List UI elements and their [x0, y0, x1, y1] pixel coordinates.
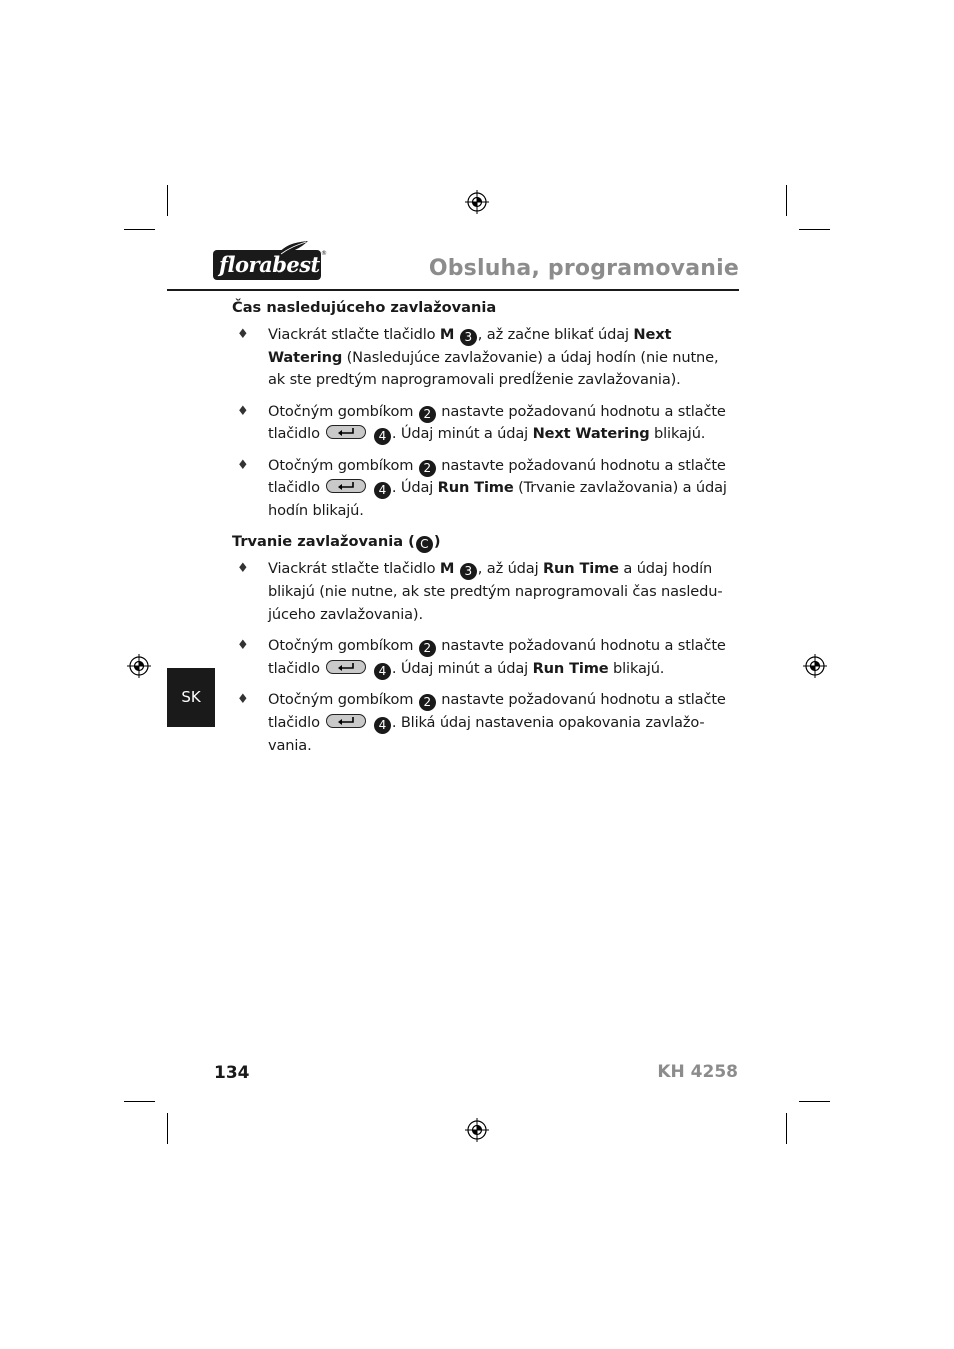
item-text: (Nasledujúce zavlažovanie) a údaj hodín (nie nutne, ak ste predtým naprogramovali predĺženie zavlažovania). [268, 348, 719, 389]
enter-button-icon [326, 660, 366, 674]
callout-number: 4 [374, 663, 391, 680]
crop-mark [124, 1101, 155, 1102]
item-text: . Údaj [391, 479, 438, 497]
item-text: blikajú. [608, 659, 665, 677]
registration-mark-icon [465, 1118, 489, 1142]
item-text: nastavte požadovanú hodnotu a stlačte tlačidlo [268, 637, 726, 677]
model-number: KH 4258 [657, 1062, 738, 1082]
callout-number: 3 [460, 563, 477, 580]
callout-number: 2 [419, 406, 436, 423]
display-term: Next Watering [268, 326, 672, 366]
callout-number: 4 [374, 428, 391, 445]
item-text: nastavte požadovanú hodnotu a stlačte tlačidlo [268, 402, 726, 443]
callout-number: 2 [419, 640, 436, 657]
diamond-bullet-icon: ♦ [237, 327, 249, 342]
item-text: . Bliká údaj nastavenia opakovania zavlažo-vania. [268, 713, 705, 754]
list-item [232, 324, 732, 392]
page-title: Obsluha, programovanie [428, 256, 739, 281]
registered-mark: ® [321, 250, 327, 257]
button-ref-m: M [439, 326, 455, 343]
display-term: Run Time [532, 659, 609, 677]
item-text: Otočným gombíkom [268, 691, 418, 709]
list-item [232, 635, 732, 680]
enter-button-icon [326, 425, 366, 439]
callout-number: 2 [419, 694, 436, 711]
item-text: . Údaj minút a údaj [391, 425, 533, 443]
display-term: Run Time [542, 560, 619, 578]
list-item [232, 558, 732, 626]
section-heading-next-watering [232, 297, 732, 324]
item-text: Otočným gombíkom [268, 402, 418, 420]
list-item [232, 401, 732, 446]
item-text: nastavte požadovanú hodnotu a stlačte tlačidlo [268, 691, 726, 731]
enter-button-icon [326, 479, 366, 493]
section-heading-run-time [232, 531, 732, 558]
diamond-bullet-icon: ♦ [237, 692, 249, 708]
crop-mark [786, 185, 787, 216]
diamond-bullet-icon: ♦ [237, 561, 249, 577]
section-heading-text: Čas nasledujúceho zavlažovania [232, 299, 497, 316]
callout-letter: C [416, 536, 433, 553]
item-text: blikajú. [649, 425, 706, 443]
item-text: . Údaj minút a údaj [391, 659, 533, 677]
callout-number: 4 [374, 482, 391, 499]
item-text: Viackrát stlačte tlačidlo [268, 560, 440, 578]
diamond-bullet-icon: ♦ [237, 403, 249, 419]
crop-mark [124, 229, 155, 230]
logo-text: florabest [219, 252, 320, 277]
main-content [232, 297, 732, 766]
crop-mark [167, 185, 168, 216]
item-text: Otočným gombíkom [268, 456, 418, 474]
item-text: , až začne blikať údaj [477, 326, 634, 343]
item-text: a údaj hodín blikajú (nie nutne, ak ste predtým naprogramovali čas nasledu-júceho zavlažovania). [268, 560, 723, 623]
callout-number: 3 [460, 329, 477, 346]
brand-logo [213, 240, 327, 282]
callout-number: 4 [374, 717, 391, 734]
instruction-list [232, 558, 732, 757]
crop-mark [167, 1113, 168, 1144]
display-term: Next Watering [532, 425, 650, 443]
crop-mark [799, 229, 830, 230]
callout-number: 2 [419, 460, 436, 477]
instruction-list [232, 324, 732, 523]
enter-button-icon [326, 714, 366, 728]
item-text: Viackrát stlačte tlačidlo [268, 326, 440, 343]
list-item [232, 455, 732, 523]
item-text: Otočným gombíkom [268, 637, 418, 655]
diamond-bullet-icon: ♦ [237, 638, 249, 654]
item-text: , až údaj [477, 560, 543, 578]
item-text: (Trvanie zavlažovania) a údaj hodín blikajú. [268, 479, 727, 520]
button-ref-m: M [439, 560, 455, 578]
crop-mark [799, 1101, 830, 1102]
diamond-bullet-icon: ♦ [237, 457, 249, 473]
crop-mark [786, 1113, 787, 1144]
list-item [232, 689, 732, 757]
registration-mark-icon [127, 654, 151, 678]
display-term: Run Time [437, 479, 514, 497]
registration-mark-icon [465, 190, 489, 214]
item-text: nastavte požadovanú hodnotu a stlačte tlačidlo [268, 456, 726, 497]
page-number: 134 [214, 1063, 250, 1083]
registration-mark-icon [803, 654, 827, 678]
language-tab: SK [167, 668, 215, 727]
section-heading-text: ) [433, 533, 441, 551]
section-heading-text: Trvanie zavlažovania ( [232, 533, 415, 551]
header-rule [167, 289, 739, 291]
